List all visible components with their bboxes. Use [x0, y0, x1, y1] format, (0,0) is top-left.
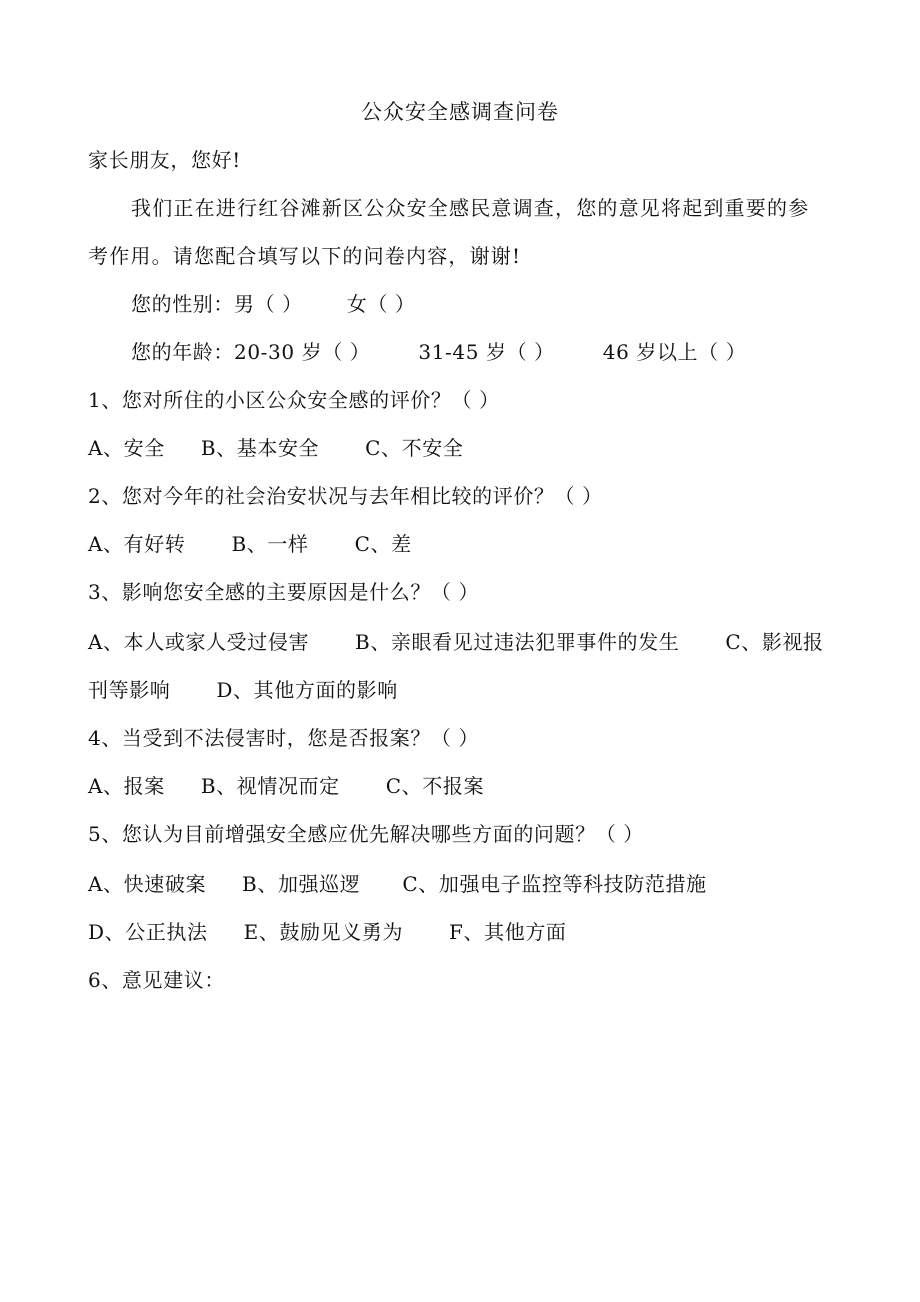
age-option-46-plus: 46 岁以上（ ） [602, 340, 747, 364]
age-row [131, 337, 746, 367]
option-a: A、报案 [88, 774, 165, 798]
option-a: A、安全 [88, 436, 165, 460]
option-a: A、有好转 [88, 532, 186, 556]
gender-male-option: 男（ ） [234, 292, 303, 316]
option-d: D、公正执法 [88, 920, 208, 944]
option-b: B、加强巡逻 [242, 872, 361, 896]
question-4: 4、当受到不法侵害时，您是否报案？（ ） [88, 726, 480, 750]
intro-line-1: 我们正在进行红谷滩新区公众安全感民意调查，您的意见将起到重要的参 [131, 196, 810, 220]
question-6: 6、意见建议： [88, 968, 225, 992]
age-label: 您的年龄： [131, 340, 234, 364]
question-3-options-line-2 [88, 675, 398, 705]
question-4-options [88, 771, 484, 801]
question-5-options-line-1 [88, 869, 707, 899]
question-2-options [88, 529, 412, 559]
option-c: C、不报案 [385, 774, 485, 798]
question-5: 5、您认为目前增强安全感应优先解决哪些方面的问题？（ ） [88, 822, 644, 846]
option-c: C、差 [354, 532, 412, 556]
intro-line-2: 考作用。请您配合填写以下的问卷内容，谢谢! [88, 244, 522, 268]
option-b: B、一样 [231, 532, 309, 556]
option-b: B、视情况而定 [200, 774, 340, 798]
option-b: B、基本安全 [200, 436, 320, 460]
greeting: 家长朋友，您好! [88, 148, 241, 172]
question-2: 2、您对今年的社会治安状况与去年相比较的评价？（ ） [88, 484, 603, 508]
question-3: 3、影响您安全感的主要原因是什么？（ ） [88, 580, 480, 604]
question-1-options [88, 433, 463, 463]
question-1: 1、您对所住的小区公众安全感的评价？（ ） [88, 388, 500, 412]
option-d: D、其他方面的影响 [216, 678, 398, 702]
option-b: B、亲眼看见过违法犯罪事件的发生 [355, 630, 680, 654]
option-c-continued: 刊等影响 [88, 678, 171, 702]
option-c: C、不安全 [365, 436, 464, 460]
page-title: 公众安全感调查问卷 [361, 100, 559, 124]
option-c: C、加强电子监控等科技防范措施 [402, 872, 707, 896]
age-option-20-30: 20-30 岁（ ） [234, 340, 371, 364]
age-option-31-45: 31-45 岁（ ） [418, 340, 555, 364]
option-f: F、其他方面 [449, 920, 567, 944]
option-a: A、快速破案 [88, 872, 207, 896]
option-c: C、影视报 [725, 630, 824, 654]
gender-label: 您的性别： [131, 292, 234, 316]
option-a: A、本人或家人受过侵害 [88, 630, 310, 654]
gender-row [131, 289, 416, 319]
option-e: E、鼓励见义勇为 [243, 920, 404, 944]
question-3-options-line-1 [88, 627, 824, 657]
question-5-options-line-2 [88, 917, 567, 947]
gender-female-option: 女（ ） [346, 292, 416, 316]
